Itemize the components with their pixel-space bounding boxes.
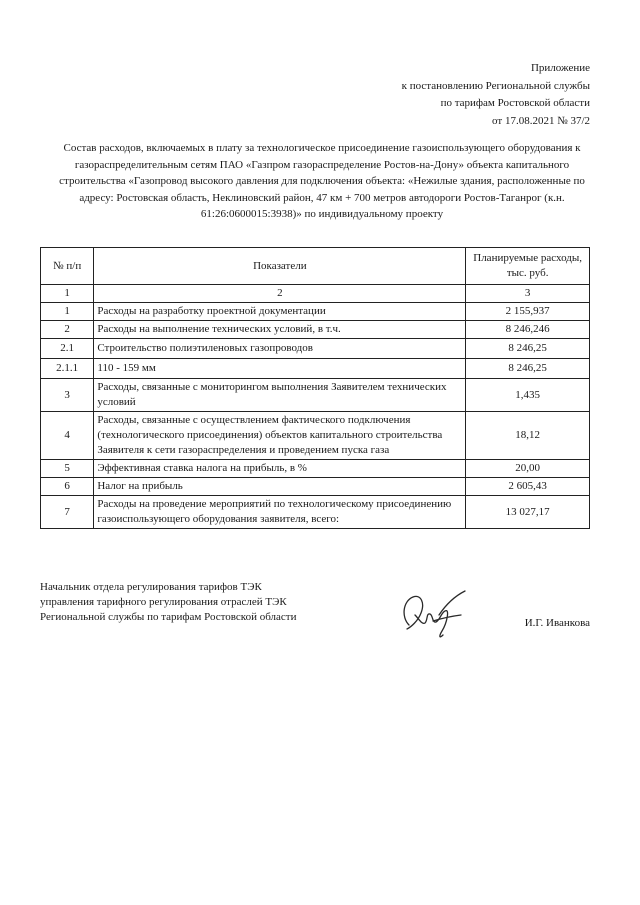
row-indicator: Эффективная ставка налога на прибыль, в % (94, 460, 466, 478)
table-row (41, 478, 590, 496)
row-indicator: Расходы на проведение мероприятий по технологическому присоединению газоиспользующего оборудования заявителя, всего: (94, 496, 466, 529)
row-indicator: Расходы, связанные с мониторингом выполнения Заявителем технических условий (94, 379, 466, 412)
signatory-position (40, 580, 297, 625)
column-number-2: 2 (94, 285, 466, 303)
row-number: 5 (41, 460, 94, 478)
column-number-row (41, 285, 590, 303)
row-number: 1 (41, 303, 94, 321)
row-value: 20,00 (466, 460, 590, 478)
row-indicator: Расходы на разработку проектной документации (94, 303, 466, 321)
approval-line-2: к постановлению Региональной службы (401, 79, 590, 92)
row-value: 8 246,25 (466, 339, 590, 359)
table-header-row (41, 248, 590, 285)
costs-table (40, 247, 590, 529)
table-row (41, 496, 590, 529)
signatory-name: И.Г. Иванкова (524, 617, 590, 629)
row-number: 6 (41, 478, 94, 496)
position-line-2: управления тарифного регулирования отраслей ТЭК (40, 596, 287, 608)
row-value: 13 027,17 (466, 496, 590, 529)
row-value: 8 246,25 (466, 359, 590, 379)
row-indicator: Строительство полиэтиленовых газопроводов (94, 339, 466, 359)
row-number: 4 (41, 412, 94, 460)
row-indicator: Расходы на выполнение технических условий, в т.ч. (94, 321, 466, 339)
table-row (41, 303, 590, 321)
table-row (41, 379, 590, 412)
table-row (41, 412, 590, 460)
column-number-3: 3 (466, 285, 590, 303)
header-indicator: Показатели (94, 248, 466, 285)
header-number: № п/п (41, 248, 94, 285)
approval-line-3: по тарифам Ростовской области (440, 97, 590, 109)
row-value: 2 605,43 (466, 478, 590, 496)
approval-line-4: от 17.08.2021 № 37/2 (492, 114, 590, 127)
row-number: 3 (41, 379, 94, 412)
column-number-1: 1 (41, 285, 94, 303)
table-row (41, 339, 590, 359)
row-value: 18,12 (466, 412, 590, 460)
position-line-1: Начальник отдела регулирования тарифов ТЭК (40, 581, 262, 593)
table-row (41, 321, 590, 339)
table-row (41, 359, 590, 379)
table-row (41, 460, 590, 478)
header-value: Планируемые расходы, тыс. руб. (466, 248, 590, 285)
row-number: 7 (41, 496, 94, 529)
row-indicator: Налог на прибыль (94, 478, 466, 496)
row-value: 2 155,937 (466, 303, 590, 321)
row-value: 1,435 (466, 379, 590, 412)
row-number: 2.1 (41, 339, 94, 359)
approval-line-1: Приложение (530, 62, 590, 74)
row-value: 8 246,246 (466, 321, 590, 339)
position-line-3: Региональной службы по тарифам Ростовской области (40, 611, 297, 623)
approval-header (402, 60, 590, 130)
row-indicator: Расходы, связанные с осуществлением фактического подключения (технологического присоединения) объектов капитального строительства Заявителя к сети газораспределения и проведением пуска газа (94, 412, 466, 460)
row-indicator: 110 - 159 мм (94, 359, 466, 379)
document-title: Состав расходов, включаемых в плату за технологическое присоединение газоиспользующего оборудования к газораспределительным сетям ПАО «Газпром газораспределение Ростов-на-Дону» объекта капитального строительства «Газопровод высокого давления для подключения объекта: «Нежилые здания, расположенные по адресу: Ростовская область, Неклиновский район, 47 км + 700 метров автодороги Ростов-Таганрог (к.н. 61:26:0600015:3938)» по индивидуальному проекту (59, 142, 585, 220)
row-number: 2 (41, 321, 94, 339)
row-number: 2.1.1 (41, 359, 94, 379)
handwritten-signature (395, 585, 475, 645)
